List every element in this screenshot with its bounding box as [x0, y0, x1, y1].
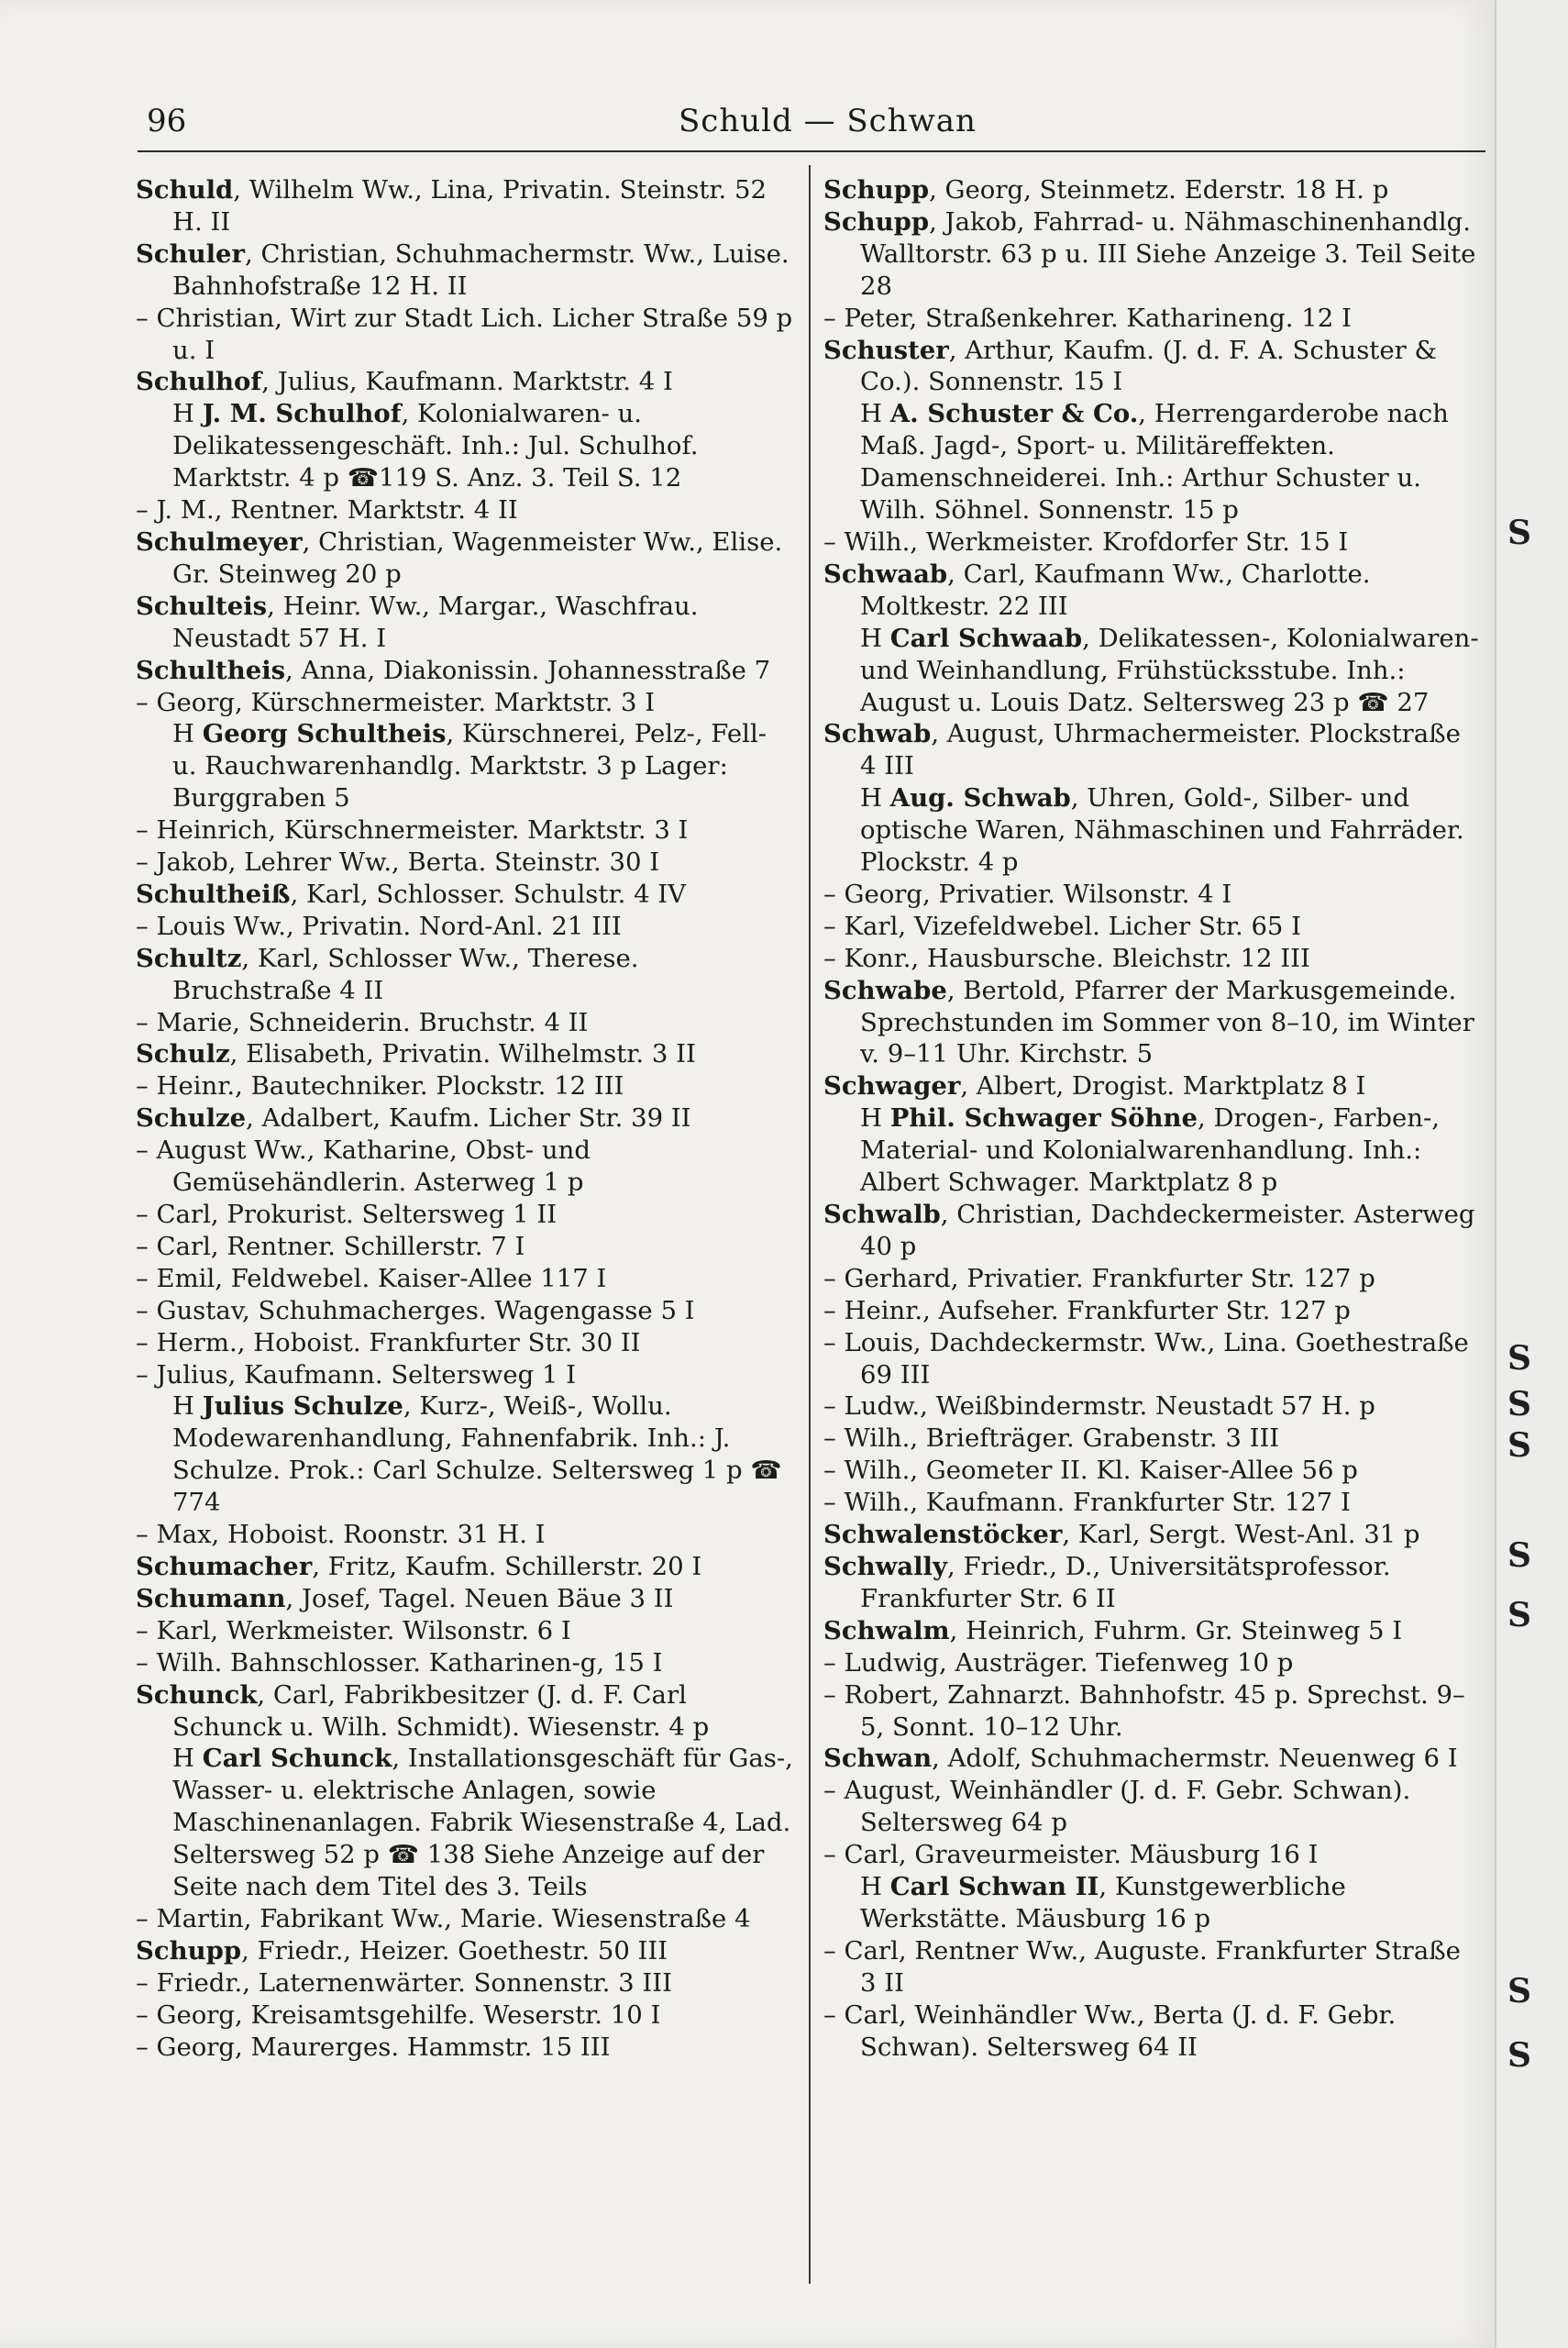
edge-letter: S — [1507, 514, 1531, 552]
directory-entry: – Ludw., Weißbindermstr. Neustadt 57 H. p — [823, 1391, 1375, 1422]
directory-entry: – Christian, Wirt zur Stadt Lich. Licher Straße 59 p u. I — [136, 303, 793, 365]
directory-entry: Schuld, Wilhelm Ww., Lina, Privatin. Steinstr. 52 H. II — [136, 175, 767, 237]
directory-entry: – Gerhard, Privatier. Frankfurter Str. 127 p — [823, 1263, 1375, 1293]
edge-letter: S — [1507, 1596, 1531, 1634]
directory-entry: – Louis, Dachdeckermstr. Ww., Lina. Goethestraße 69 III — [823, 1327, 1469, 1390]
directory-entry: – Carl, Weinhändler Ww., Berta (J. d. F. Gebr. Schwan). Seltersweg 64 II — [823, 1999, 1397, 2062]
directory-entry: Schumacher, Fritz, Kaufm. Schillerstr. 20 I — [136, 1551, 702, 1581]
directory-entry: – Marie, Schneiderin. Bruchstr. 4 II — [136, 1007, 589, 1037]
directory-entry: Schwalenstöcker, Karl, Sergt. West-Anl. 31 p — [823, 1520, 1420, 1550]
directory-entry: Schupp, Friedr., Heizer. Goethestr. 50 III — [136, 1935, 668, 1966]
directory-entry: Schuster, Arthur, Kaufm. (J. d. F. A. Schuster & Co.). Sonnenstr. 15 I — [823, 335, 1438, 397]
directory-entry: Schuler, Christian, Schuhmachermstr. Ww., Luise. Bahnhofstraße 12 H. II — [136, 238, 790, 301]
directory-entry: Schunck, Carl, Fabrikbesitzer (J. d. F. Carl Schunck u. Wilh. Schmidt). Wiesenstr. 4 p — [136, 1679, 710, 1742]
directory-entry: Schultz, Karl, Schlosser Ww., Therese. Bruchstraße 4 II — [136, 943, 639, 1005]
directory-entry: – Carl, Graveurmeister. Mäusburg 16 I — [823, 1840, 1319, 1870]
directory-entry: – Wilh. Bahnschlosser. Katharinen-g, 15 I — [136, 1647, 663, 1678]
directory-entry: Schwager, Albert, Drogist. Marktplatz 8 I — [823, 1071, 1366, 1102]
directory-entry: – Herm., Hoboist. Frankfurter Str. 30 II — [136, 1327, 641, 1357]
edge-letter: S — [1507, 1385, 1531, 1423]
edge-letter: S — [1507, 1536, 1531, 1575]
directory-entry: – Carl, Prokurist. Seltersweg 1 II — [136, 1200, 558, 1229]
directory-entry: – Max, Hoboist. Roonstr. 31 H. I — [136, 1520, 546, 1550]
directory-entry: Schupp, Georg, Steinmetz. Ederstr. 18 H. p — [823, 175, 1389, 205]
directory-entry: – Heinrich, Kürschnermeister. Marktstr. 3 I — [136, 815, 689, 846]
directory-entry: – Georg, Kreisamtsgehilfe. Weserstr. 10 I — [136, 1999, 661, 2030]
directory-entry: Schupp, Jakob, Fahrrad- u. Nähmaschinenhandlg. Walltorstr. 63 p u. III Siehe Anzeige 3. Teil Seite 28 — [823, 206, 1476, 301]
directory-entry: Schulmeyer, Christian, Wagenmeister Ww., Elise. Gr. Steinweg 20 p — [136, 526, 783, 589]
directory-entry: H Julius Schulze, Kurz-, Weiß-, Wollu. Modewarenhandlung, Fahnenfabrik. Inh.: J. Schulze. Prok.: Carl Schulze. Seltersweg 1 p ☎ 774 — [172, 1391, 782, 1518]
edge-letter: S — [1507, 1426, 1531, 1465]
directory-entry: Schultheiß, Karl, Schlosser. Schulstr. 4 IV — [136, 879, 687, 909]
directory-entry: Schwab, August, Uhrmachermeister. Plockstraße 4 III — [823, 719, 1461, 781]
directory-entry: – Emil, Feldwebel. Kaiser-Allee 117 I — [136, 1263, 607, 1293]
directory-entry: – Wilh., Geometer II. Kl. Kaiser-Allee 56 p — [823, 1456, 1358, 1486]
directory-entry: – Robert, Zahnarzt. Bahnhofstr. 45 p. Sprechst. 9–5, Sonnt. 10–12 Uhr. — [823, 1679, 1465, 1742]
directory-entry: – Karl, Werkmeister. Wilsonstr. 6 I — [136, 1615, 571, 1645]
directory-entry: H J. M. Schulhof, Kolonialwaren- u. Delikatessengeschäft. Inh.: Jul. Schulhof. Marktstr. 4 p ☎119 S. Anz. 3. Teil S. 12 — [172, 399, 699, 493]
directory-entry: – Konr., Hausbursche. Bleichstr. 12 III — [823, 943, 1310, 973]
directory-entry: – Wilh., Werkmeister. Krofdorfer Str. 15 I — [823, 526, 1349, 557]
adjacent-page-edge — [1495, 0, 1568, 2348]
column-divider — [809, 165, 811, 2284]
right-column — [823, 174, 1484, 2063]
directory-entry: – Heinr., Aufseher. Frankfurter Str. 127 p — [823, 1295, 1351, 1325]
directory-entry: – Peter, Straßenkehrer. Katharineng. 12 I — [823, 303, 1352, 333]
directory-entry: H Carl Schwaab, Delikatessen-, Kolonialwaren- und Weinhandlung, Frühstücksstube. Inh.: August u. Louis Datz. Seltersweg 23 p ☎ 27 — [860, 623, 1479, 717]
directory-entry: H Aug. Schwab, Uhren, Gold-, Silber- und optische Waren, Nähmaschinen und Fahrräder. Plockstr. 4 p — [860, 783, 1464, 878]
directory-entry: – Gustav, Schuhmacherges. Wagengasse 5 I — [136, 1295, 695, 1325]
directory-entry: – Carl, Rentner. Schillerstr. 7 I — [136, 1231, 525, 1261]
directory-entry: – Georg, Kürschnermeister. Marktstr. 3 I — [136, 687, 656, 717]
header-rule — [138, 150, 1485, 152]
directory-entry: H Phil. Schwager Söhne, Drogen-, Farben-, Material- und Kolonialwarenhandlung. Inh.: Albert Schwager. Marktplatz 8 p — [860, 1103, 1440, 1198]
edge-letter: S — [1507, 1972, 1531, 2010]
page-number: 96 — [147, 103, 187, 139]
directory-entry: – August Ww., Katharine, Obst- und Gemüsehändlerin. Asterweg 1 p — [136, 1135, 591, 1198]
running-head: Schuld — Schwan — [679, 103, 977, 139]
directory-entry: – Georg, Privatier. Wilsonstr. 4 I — [823, 879, 1232, 909]
directory-entry: – Jakob, Lehrer Ww., Berta. Steinstr. 30 I — [136, 847, 660, 878]
directory-entry: – Friedr., Laternenwärter. Sonnenstr. 3 III — [136, 1967, 672, 1998]
directory-entry: – August, Weinhändler (J. d. F. Gebr. Schwan). Seltersweg 64 p — [823, 1776, 1411, 1838]
directory-entry: – Carl, Rentner Ww., Auguste. Frankfurter Straße 3 II — [823, 1935, 1461, 1998]
directory-entry: – Karl, Vizefeldwebel. Licher Str. 65 I — [823, 911, 1302, 941]
directory-entry: H Carl Schunck, Installationsgeschäft für Gas-, Wasser- u. elektrische Anlagen, sowie Maschinenanlagen. Fabrik Wiesenstraße 4, Lad. Seltersweg 52 p ☎ 138 Siehe Anzeige auf der Seite nach dem Titel des 3. Teils — [172, 1744, 793, 1902]
directory-entry: – Louis Ww., Privatin. Nord-Anl. 21 III — [136, 911, 622, 941]
directory-entry: – Heinr., Bautechniker. Plockstr. 12 III — [136, 1071, 624, 1102]
directory-entry: Schultheis, Anna, Diakonissin. Johannesstraße 7 — [136, 655, 771, 685]
directory-entry: – Julius, Kaufmann. Seltersweg 1 I — [136, 1359, 577, 1390]
directory-entry: – J. M., Rentner. Marktstr. 4 II — [136, 495, 518, 526]
directory-entry: H Georg Schultheis, Kürschnerei, Pelz-, Fell- u. Rauchwarenhandlg. Marktstr. 3 p Lager: Burggraben 5 — [172, 719, 767, 814]
directory-entry: Schwalb, Christian, Dachdeckermeister. Asterweg 40 p — [823, 1200, 1475, 1261]
directory-entry: Schumann, Josef, Tagel. Neuen Bäue 3 II — [136, 1583, 674, 1613]
directory-entry: – Georg, Maurerges. Hammstr. 15 III — [136, 2032, 611, 2062]
directory-entry: Schwally, Friedr., D., Universitätsprofessor. Frankfurter Str. 6 II — [823, 1551, 1391, 1613]
directory-entry: Schwan, Adolf, Schuhmachermstr. Neuenweg 6 I — [823, 1744, 1458, 1774]
edge-letter: S — [1507, 1339, 1531, 1378]
directory-entry: Schulhof, Julius, Kaufmann. Marktstr. 4 I — [136, 367, 673, 397]
directory-entry: Schwalm, Heinrich, Fuhrm. Gr. Steinweg 5 I — [823, 1615, 1403, 1645]
directory-entry: – Wilh., Kaufmann. Frankfurter Str. 127 I — [823, 1488, 1351, 1518]
directory-entry: Schulze, Adalbert, Kaufm. Licher Str. 39 II — [136, 1103, 691, 1134]
directory-entry: Schwabe, Bertold, Pfarrer der Markusgemeinde. Sprechstunden im Sommer von 8–10, im Winter v. 9–11 Uhr. Kirchstr. 5 — [823, 975, 1474, 1069]
directory-entry: Schulteis, Heinr. Ww., Margar., Waschfrau. Neustadt 57 H. I — [136, 591, 699, 653]
directory-entry: Schwaab, Carl, Kaufmann Ww., Charlotte. Moltkestr. 22 III — [823, 559, 1371, 621]
directory-entry: H A. Schuster & Co., Herrengarderobe nach Maß. Jagd-, Sport- u. Militäreffekten. Damenschneiderei. Inh.: Arthur Schuster u. Wilh. Söhnel. Sonnenstr. 15 p — [860, 399, 1449, 526]
left-column — [136, 174, 796, 2063]
directory-entry: Schulz, Elisabeth, Privatin. Wilhelmstr. 3 II — [136, 1039, 696, 1069]
directory-entry: – Wilh., Briefträger. Grabenstr. 3 III — [823, 1423, 1280, 1454]
directory-entry: – Martin, Fabrikant Ww., Marie. Wiesenstraße 4 — [136, 1903, 751, 1933]
directory-entry: H Carl Schwan II, Kunstgewerbliche Werkstätte. Mäusburg 16 p — [860, 1872, 1346, 1933]
directory-entry: – Ludwig, Austräger. Tiefenweg 10 p — [823, 1647, 1294, 1678]
edge-letter: S — [1507, 2036, 1531, 2075]
